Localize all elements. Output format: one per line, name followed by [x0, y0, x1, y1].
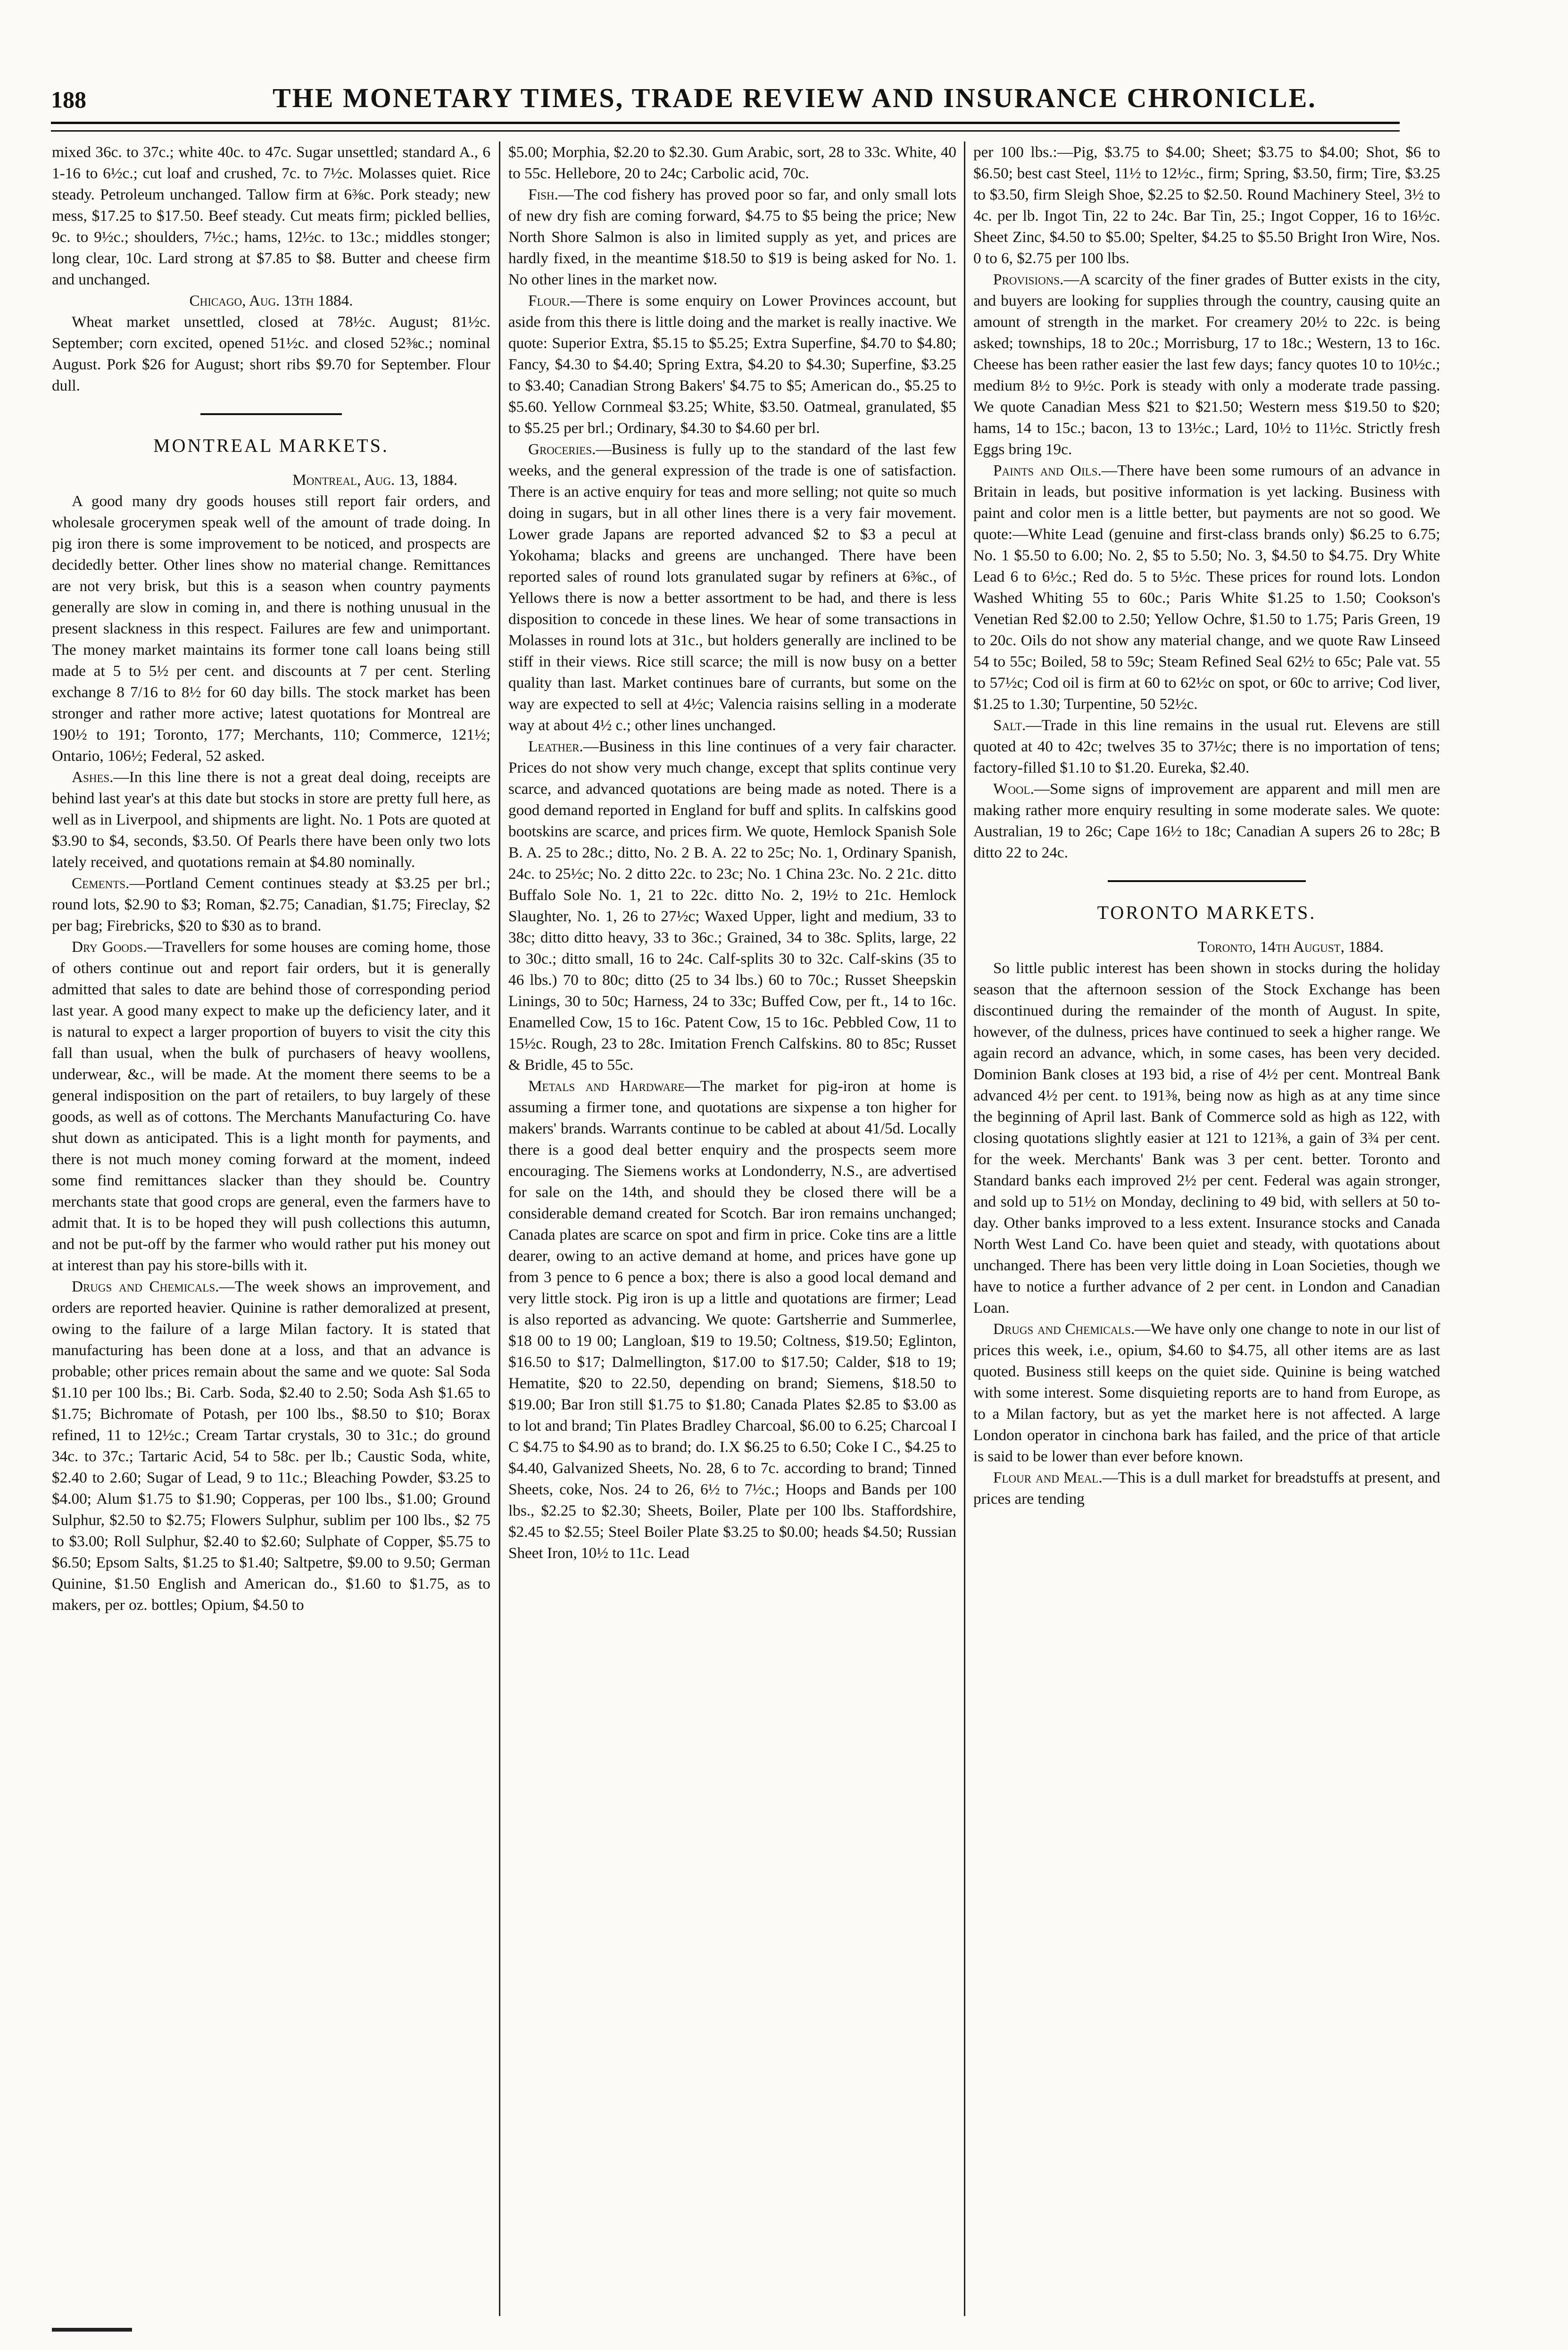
- column-divider: [499, 142, 500, 2316]
- column-1: [52, 142, 490, 2321]
- run-in-heading: Flour.: [528, 292, 571, 309]
- paragraph: [508, 290, 956, 439]
- run-in-heading: Ashes.: [72, 768, 114, 786]
- paragraph: [973, 269, 1440, 460]
- paragraph-text: —In this line there is not a great deal doing, receipts are behind last year's at this date but stocks in store are pretty full here, as well as in Liverpool, and shipments are light. No. 1 Pots are quoted at $3.90 to $4, seconds, $3.50. Of Pearls there have been only two lots lately received, and quotations remain at $4.80 nominally.: [52, 768, 490, 871]
- paragraph: [973, 778, 1440, 863]
- paragraph: [508, 1075, 956, 1564]
- run-in-heading: Wool.: [993, 780, 1034, 798]
- page-number: 188: [51, 86, 86, 113]
- paragraph: [973, 1467, 1440, 1509]
- paragraph: [973, 715, 1440, 778]
- run-in-heading: Fish.: [528, 186, 558, 203]
- section-divider: [1108, 880, 1306, 882]
- paragraph-text: —We have only one change to note in our list of prices this week, i.e., opium, $4.60 to $4.75, all other items are as last quoted. Business still keeps on the quiet side. Quinine is being watched with some interest. Some disquieting reports are to hand from Europe, as to a Milan factory, but as yet the market here is not affected. A large London operator in cinchona bark has failed, and the price of that article is said to be lower than ever before known.: [973, 1320, 1440, 1465]
- paragraph: [52, 1276, 490, 1616]
- run-in-heading: Metals and Hardware: [528, 1077, 685, 1095]
- run-in-heading: Dry Goods.: [72, 938, 147, 956]
- run-in-heading: Provisions.: [993, 271, 1064, 288]
- header-rule: [51, 122, 1400, 124]
- paragraph-text: —The week shows an improvement, and orders are reported heavier. Quinine is rather demoralized at present, owing to the failure of a large Milan factory. It is stated that manufacturing has been done at a loss, and that an advance is probable; other prices remain about the same and we quote: Sal Soda $1.10 per 100 lbs.; Bi. Carb. Soda, $2.40 to 2.50; Soda Ash $1.65 to $1.75; Bichromate of Potash, per 100 lbs., $8.50 to $10; Borax refined, 11 to 12½c.; Cream Tartar crystals, 30 to 31c.; do ground 34c. to 37c.; Tartaric Acid, 54 to 58c. per lb.; Caustic Soda, white, $2.40 to 2.60; Sugar of Lead, 9 to 11c.; Bleaching Powder, $3.25 to $4.00; Alum $1.75 to $1.90; Copperas, per 100 lbs., $1.00; Ground Sulphur, $2.50 to $2.75; Flowers Sulphur, sublim per 100 lbs., $2 75 to $3.00; Roll Sulphur, $2.40 to $2.60; Sulphate of Copper, $5.75 to $6.50; Epsom Salts, $1.25 to $1.40; Saltpetre, $9.00 to 9.50; German Quinine, $1.50 English and American do., $1.60 to $1.75, as to makers, per oz. bottles; Opium, $4.50 to: [52, 1278, 490, 1614]
- paragraph-text: —Some signs of improvement are apparent and mill men are making rather more enquiry resulting in some moderate sales. We quote: Australian, 19 to 26c; Cape 16½ to 18c; Canadian A supers 26 to 28c; B ditto 22 to 24c.: [973, 780, 1440, 861]
- paragraph-text: —There have been some rumours of an advance in Britain in leads, but positive information is yet lacking. Business with paint and color men is a little better, but payments are not so good. We quote:—White Lead (genuine and first-class brands only) $6.25 to 6.75; No. 1 $5.50 to 6.00; No. 2, $5 to 5.50; No. 3, $4.50 to $4.75. Dry White Lead 6 to 6½c.; Red do. 5 to 5½c. These prices for round lots. London Washed Whiting 55 to 60c.; Paris White $1.25 to 1.50; Cookson's Venetian Red $2.00 to 2.50; Yellow Ochre, $1.50 to 1.75; Paris Green, 19 to 20c. Oils do not show any material change, and we quote Raw Linseed 54 to 55c; Boiled, 58 to 59c; Steam Refined Seal 62½ to 65c; Pale vat. 55 to 57½c; Cod oil is firm at 60 to 62½c on spot, or 60c to arrive; Cod liver, $1.25 to 1.30; Turpentine, 50 52½c.: [973, 462, 1440, 713]
- paragraph-text: —The cod fishery has proved poor so far, and only small lots of new dry fish are coming forward, $4.75 to $5 being the price; New North Shore Salmon is also in limited supply as yet, and prices are hardly fixed, in the meantime $18.50 to $19 is being asked for No. 1. No other lines in the market now.: [508, 186, 956, 288]
- paragraph: [973, 460, 1440, 715]
- run-in-heading: Drugs and Chemicals.: [993, 1320, 1135, 1338]
- paragraph: Wheat market unsettled, closed at 78½c. August; 81½c. September; corn excited, opened 51½c. and closed 52⅜c.; nominal August. Pork $26 for August; short ribs $9.70 for September. Flour dull.: [52, 313, 490, 394]
- paragraph-text: —A scarcity of the finer grades of Butter exists in the city, and buyers are looking for supplies through the country, causing quite an amount of strength in the market. For creamery 20½ to 22c. is being asked; townships, 18 to 20c.; Morrisburg, 17 to 18c.; Western, 13 to 16c. Cheese has been rather easier the last few days; fancy quotes 10 to 10½c.; medium 8½ to 9½c. Pork is steady with only a moderate trade passing. We quote Canadian Mess $21 to $21.50; Western mess $19.50 to $20; hams, 14 to 15c.; bacon, 13 to 13½c.; Lard, 10½ to 11½c. Strictly fresh Eggs bring 19c.: [973, 271, 1440, 458]
- run-in-heading: Cements.: [72, 875, 130, 892]
- paragraph: [508, 439, 956, 736]
- column-2: [508, 142, 956, 2321]
- paragraph-text: —This is a dull market for breadstuffs at present, and prices are tending: [973, 1469, 1440, 1508]
- paragraph-text: —Business in this line continues of a very fair character. Prices do not show very much change, except that splits continue very scarce, and advanced quotations are being made as noted. There is a good demand reported in England for buff and splits. In calfskins good bootskins are scarce, and prices firm. We quote, Hemlock Spanish Sole B. A. 25 to 28c.; ditto, No. 2 B. A. 22 to 25c; No. 1, Ordinary Spanish, 24c. to 25½c; No. 2 ditto 22c. to 23c; No. 1 China 23c. No. 2 21c. ditto Buffalo Sole No. 1, 21 to 22c. ditto No. 2, 19½ to 21c. Hemlock Slaughter, No. 1, 26 to 27½c; Waxed Upper, light and medium, 33 to 38c; ditto ditto heavy, 33 to 36c.; Grained, 34 to 38c. Splits, large, 22 to 30c.; ditto small, 16 to 24c. Calf-splits 30 to 32c. Calf-skins (35 to 46 lbs.) 70 to 80c; ditto (25 to 34 lbs.) 60 to 70c.; Russet Sheepskin Linings, 30 to 50c; Harness, 24 to 33c; Buffed Cow, per ft., 14 to 16c. Enamelled Cow, 15 to 16c. Patent Cow, 15 to 16c. Pebbled Cow, 11 to 15½c. Rough, 23 to 28c. Imitation French Calfskins. 80 to 85c; Russet & Bridle, 45 to 55c.: [508, 738, 956, 1074]
- paragraph-text: —Portland Cement continues steady at $3.25 per brl.; round lots, $2.90 to $3; Roman, $2.75; Canadian, $1.75; Fireclay, $2 per bag; Firebricks, $20 to $30 as to brand.: [52, 875, 490, 934]
- paragraph: So little public interest has been shown in stocks during the holiday season that the afternoon session of the Stock Exchange has been discontinued during the remainder of the month of August. In spite, however, of the dulness, prices have continued to seek a higher range. We again record an advance, which, in some cases, has been very decided. Dominion Bank closes at 193 bid, a rise of 4½ per cent. Montreal Bank advanced 4½ per cent. to 191⅜, being now as high as at any time since the beginning of April last. Bank of Commerce sold as high as 122, with closing quotations slightly easier at 121 to 121⅜, a gain of 3¾ per cent. for the week. Merchants' Bank was 3 per cent. better. Toronto and Standard banks each improved 2½ per cent. Federal was again stronger, and sold up to 51½ on Monday, declining to 49 bid, with sellers at 50 to-day. Other banks improved to a less extent. Insurance stocks and Canada North West Land Co. have been quiet and steady, with quotations about unchanged. There has been very little doing in Loan Societies, though we have to notice a further advance of 2 per cent. in London and Canadian Loan.: [973, 959, 1440, 1317]
- header-rule-thin: [51, 130, 1400, 132]
- dateline: Chicago, Aug. 13th 1884.: [189, 292, 353, 309]
- paragraph: [52, 936, 490, 1276]
- run-in-heading: Salt.: [993, 717, 1026, 734]
- paragraph-text: —Trade in this line remains in the usual rut. Elevens are still quoted at 40 to 42c; twelves 35 to 37½c; there is no importation of tens; factory-filled $1.10 to $1.20. Eureka, $2.40.: [973, 717, 1440, 776]
- dateline: Montreal, Aug. 13, 1884.: [292, 471, 457, 489]
- dateline: Toronto, 14th August, 1884.: [1197, 938, 1384, 956]
- run-in-heading: Flour and Meal.: [993, 1469, 1103, 1486]
- column-divider: [964, 142, 965, 2316]
- paragraph-text: —Travellers for some houses are coming home, those of others continue out and report fair orders, but it is generally admitted that sales to date are behind those of corresponding period last year. A good many expect to make up the deficiency later, and it is natural to expect a larger proportion of buyers to visit the city this fall than usual, when the bulk of purchasers of heavy woollens, underwear, &c., will be made. At the moment there seems to be a general indisposition on the part of retailers, to buy largely of these goods, as well as of cottons. The Merchants Manufacturing Co. have shut down as anticipated. This is a light month for payments, and there is not much money coming forward at the moment, indeed some find remittances slacker than they should be. Country merchants state that good crops are general, even the farmers have to admit that. It is to be hoped they will push collections this autumn, and not be put-off by the farmer who would rather put his money out at interest than pay his store-bills with it.: [52, 938, 490, 1274]
- paragraph-text: —There is some enquiry on Lower Provinces account, but aside from this there is little doing and the market is really inactive. We quote: Superior Extra, $5.15 to $5.25; Extra Superfine, $4.70 to $4.80; Fancy, $4.30 to $4.40; Spring Extra, $4.20 to $4.30; Superfine, $3.25 to $3.40; Canadian Strong Bakers' $4.75 to $5; American do., $5.25 to $5.60. Yellow Cornmeal $3.25; White, $3.50. Oatmeal, granulated, $5 to $5.25 per brl.; Ordinary, $4.30 to $4.60 per brl.: [508, 292, 956, 437]
- section-divider: [200, 413, 342, 415]
- section-title: MONTREAL MARKETS.: [153, 435, 389, 456]
- paragraph: [52, 767, 490, 873]
- paragraph: [508, 184, 956, 290]
- paragraph: [973, 1318, 1440, 1467]
- paragraph: mixed 36c. to 37c.; white 40c. to 47c. Sugar unsettled; standard A., 6 1-16 to 6½c.; cut loaf and crushed, 7c. to 7½c. Molasses quiet. Rice steady. Petroleum unchanged. Tallow firm at 6⅜c. Pork steady; new mess, $17.25 to $17.50. Beef steady. Cut meats firm; pickled bellies, 9c. to 9½c.; shoulders, 7½c.; hams, 12½c. to 13c.; middles stonger; long clear, 10c. Lard strong at $7.85 to $8. Butter and cheese firm and unchanged.: [52, 143, 490, 288]
- paragraph: A good many dry goods houses still report fair orders, and wholesale grocerymen speak well of the amount of trade doing. In pig iron there is some improvement to be noticed, and prospects are decidedly better. Other lines show no material change. Remittances are not very brisk, but this is a season when country payments generally are slow in coming in, and there is nothing unusual in the present slackness in this respect. Failures are few and unimportant. The money market maintains its former tone call loans being still made at 5 to 5½ per cent. and discounts at 7 per cent. Sterling exchange 8 7/16 to 8½ for 60 day bills. The stock market has been stronger and rather more active; latest quotations for Montreal are 190½ to 191; Toronto, 177; Merchants, 110; Commerce, 121½; Ontario, 106½; Federal, 52 asked.: [52, 492, 490, 765]
- paragraph: $5.00; Morphia, $2.20 to $2.30. Gum Arabic, sort, 28 to 33c. White, 40 to 55c. Hellebore, 20 to 24c; Carbolic acid, 70c.: [508, 143, 956, 182]
- run-in-heading: Paints and Oils.: [993, 462, 1102, 479]
- section-title: TORONTO MARKETS.: [1097, 902, 1317, 923]
- paragraph: [52, 873, 490, 936]
- paragraph: [508, 736, 956, 1075]
- paragraph-text: —The market for pig-iron at home is assuming a firmer tone, and quotations are sixpense a ton higher for makers' brands. Warrants continue to be cabled at about 41/5d. Locally there is a good deal better enquiry and the prospects seem more encouraging. The Siemens works at Londonderry, N.S., are advertised for sale on the 14th, and should they be closed there will be a considerable demand created for Scotch. Bar iron remains unchanged; Canada plates are scarce on spot and firm in price. Coke tins are a little dearer, owing to an active demand at home, and prices have gone up from 3 pence to 6 pence a box; there is also a good local demand and very little stock. Pig iron is up a little and quotations are firmer; Lead is also reported as advancing. We quote: Gartsherrie and Summerlee, $18 00 to 19 00; Langloan, $19 to 19.50; Coltness, $19.50; Eglinton, $16.50 to $17; Dalmellington, $17.00 to $17.50; Calder, $18 to 19; Hematite, $20 to 22.50, depending on brand; Siemens, $18.50 to $19.00; Bar Iron still $1.75 to $1.80; Canada Plates $2.85 to $3.00 as to lot and brand; Tin Plates Bradley Charcoal, $6.00 to 6.25; Charcoal I C $4.75 to $4.90 as to brand; do. I.X $6.25 to 6.50; Coke I C., $4.25 to $4.40, Galvanized Sheets, No. 28, 6 to 7c. according to brand; Tinned Sheets, coke, Nos. 24 to 26, 6½ to 7½c.; Hoops and Bands per 100 lbs., $2.25 to $2.30; Sheets, Boiler, Plate per 100 lbs. Staffordshire, $2.45 to $2.55; Steel Boiler Plate $3.25 to $0.00; heads $4.50; Russian Sheet Iron, 10½ to 11c. Lead: [508, 1077, 956, 1562]
- running-title: THE MONETARY TIMES, TRADE REVIEW AND INSURANCE CHRONICLE.: [273, 83, 1317, 113]
- column-3: [973, 142, 1440, 2321]
- run-in-heading: Leather.: [528, 738, 583, 755]
- paragraph-text: —Business is fully up to the standard of the last few weeks, and the general expression of the trade is one of satisfaction. There is an active enquiry for teas and more selling; not quite so much doing in sugars, but in all other lines there is a very fair movement. Lower grade Japans are reported advanced $2 to $3 a pecul at Yokohama; blacks and greens are unchanged. There have been reported sales of round lots granulated sugar by refiners at 6⅜c., of Yellows there is now a better assortment to be had, and there is less disposition to concede in these lines. We hear of some transactions in Molasses in round lots at 31c., but holders generally are inclined to be stiff in their views. Rice still scarce; the mill is now busy on a better quality than last. Market continues bare of currants, but some on the way are expected to sell at 4½c; Valencia raisins selling in a moderate way at about 4½ c.; other lines unchanged.: [508, 441, 956, 734]
- run-in-heading: Drugs and Chemicals.: [72, 1278, 219, 1295]
- paragraph: per 100 lbs.:—Pig, $3.75 to $4.00; Sheet; $3.75 to $4.00; Shot, $6 to $6.50; best cast Steel, 11½ to 12½c., firm; Spring, $3.50, firm; Tire, $3.25 to $3.50, firm Sleigh Shoe, $2.25 to $2.50. Round Machinery Steel, 3½ to 4c. per lb. Ingot Tin, 22 to 24c. Bar Tin, 25.; Ingot Copper, 16 to 16½c. Sheet Zinc, $4.50 to $5.00; Spelter, $4.25 to $5.50 Bright Iron Wire, Nos. 0 to 6, $2.75 per 100 lbs.: [973, 143, 1440, 267]
- page-header: [51, 75, 1503, 127]
- print-mark: [52, 2328, 132, 2332]
- run-in-heading: Groceries.: [528, 441, 596, 458]
